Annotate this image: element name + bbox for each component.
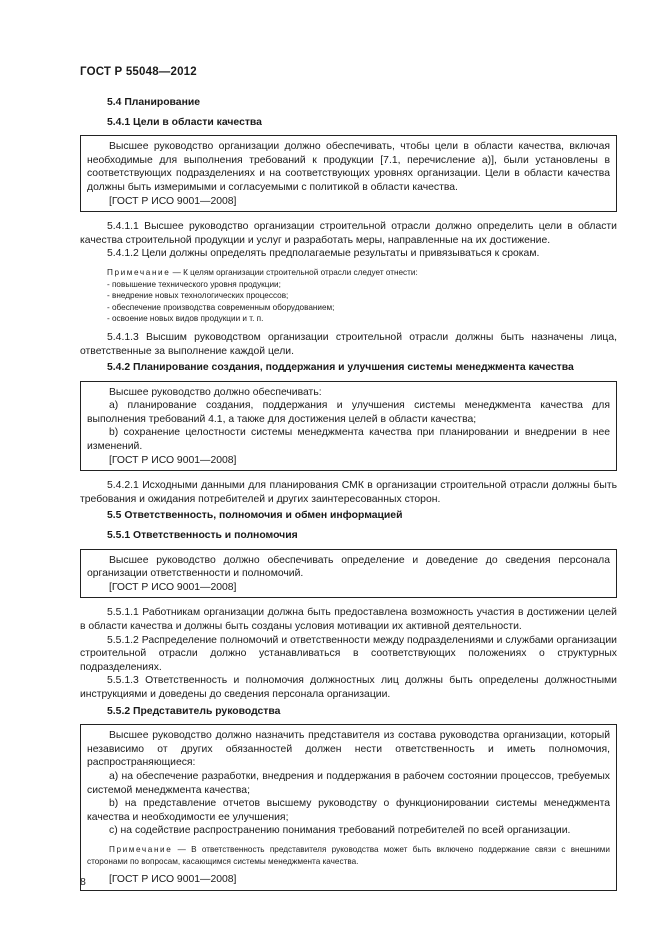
quote-reference: [ГОСТ Р ИСО 9001—2008] [109, 874, 237, 886]
clause-5-5-1-1: 5.5.1.1 Работникам организации должна быть предоставлена возможность участия в достижении целей в области качества и должны быть созданы условия мотивации их активной деятельности. [80, 607, 617, 632]
note-item: - повышение технического уровня продукции; [107, 279, 281, 289]
quote-item-c: с) на содействие распространению понимания требований потребителей по всей организации. [109, 825, 571, 837]
note-objectives [80, 267, 617, 325]
quote-item-a: а) планирование создания, поддержания и улучшения системы менеджмента качества для выполнения требований 4.1, а также для достижения целей в области качества; [87, 400, 610, 425]
clause-5-4-1-1: 5.4.1.1 Высшее руководство организации строительной отрасли должно определить цели в области качества строительной продукции и услуг и разработать меры, направленные на их достижение. [80, 221, 617, 246]
quote-item-a: а) на обеспечение разработки, внедрения и поддержания в рабочем состоянии процессов, требуемых системой менеджмента качества; [87, 770, 610, 796]
section-heading-5-5-2: 5.5.2 Представитель руководства [107, 705, 281, 717]
quote-text: Высшее руководство организации должно обеспечивать, чтобы цели в области качества, включая необходимые для выполнения требований к продукции [7.1, перечисление а)], были установлены в соответствующих подразделениях и на соответствующих уровнях организации. Цели в области качества должны быть измеримыми и согласуемыми с политикой в области качества. [87, 141, 610, 193]
quote-item-b: b) сохранение целостности системы менеджмента качества при планировании и внедрении в нее изменений. [87, 427, 610, 453]
quote-intro: Высшее руководство должно назначить представителя из состава руководства организации, который независимо от других обязанностей должен нести ответственность и иметь полномочия, распространяющиеся: [87, 730, 610, 769]
clause-5-5-1-2: 5.5.1.2 Распределение полномочий и ответственности между подразделениями и службами организации строительной отрасли должно устанавливаться в соответствующих положениях о структурных подразделениях. [80, 634, 617, 673]
note-label: Примечание [109, 844, 173, 854]
note-text: — К целям организации строительной отрасли следует отнести: [170, 267, 418, 277]
section-heading-5-4-1: 5.4.1 Цели в области качества [107, 116, 262, 128]
quote-note [87, 844, 610, 867]
quote-box-iso-551 [80, 549, 617, 599]
quote-box-iso-542 [80, 381, 617, 472]
note-item: - освоение новых видов продукции и т. п. [107, 314, 264, 324]
quote-box-iso-541 [80, 135, 617, 212]
page-content [80, 96, 617, 899]
quote-reference: [ГОСТ Р ИСО 9001—2008] [109, 454, 237, 466]
note-label: Примечание [107, 267, 171, 277]
quote-reference: [ГОСТ Р ИСО 9001—2008] [109, 195, 237, 207]
section-heading-5-4: 5.4 Планирование [107, 97, 201, 108]
note-text: — В ответственность представителя руководства может быть включено поддержание связи с внешними сторонами по вопросам, касающимся системы менеджмента качества. [87, 844, 610, 866]
section-heading-5-4-2: 5.4.2 Планирование создания, поддержания и улучшения системы менеджмента качества [107, 362, 574, 374]
clause-5-4-2-1: 5.4.2.1 Исходными данными для планирования СМК в организации строительной отрасли должны быть требования и ожидания потребителей и других заинтересованных сторон. [80, 480, 617, 505]
clause-5-5-1-3: 5.5.1.3 Ответственность и полномочия должностных лиц должны быть определены должностными инструкциями и доведены до сведения персонала организации. [80, 675, 617, 700]
note-intro [80, 267, 617, 279]
quote-item-b: b) на представление отчетов высшему руководству о функционировании системы менеджмента качества и необходимости ее улучшения; [87, 798, 610, 823]
document-code: ГОСТ Р 55048—2012 [80, 66, 197, 78]
quote-intro: Высшее руководство должно обеспечивать: [109, 386, 322, 398]
note-item: - обеспечение производства современным оборудованием; [107, 302, 335, 312]
section-heading-5-5-1: 5.5.1 Ответственность и полномочия [107, 530, 298, 542]
quote-box-iso-552 [80, 724, 617, 891]
clause-5-4-1-2: 5.4.1.2 Цели должны определять предполагаемые результаты и привязываться к срокам. [107, 248, 540, 260]
note-item: - внедрение новых технологических процессов; [107, 291, 289, 301]
page-number: 8 [80, 876, 86, 888]
quote-reference: [ГОСТ Р ИСО 9001—2008] [109, 581, 237, 593]
clause-5-4-1-3: 5.4.1.3 Высшим руководством организации строительной отрасли должны быть назначены лица, ответственные за выполнение каждой цели. [80, 331, 617, 357]
quote-text: Высшее руководство должно обеспечивать определение и доведение до сведения персонала организации ответственности и полномочий. [87, 554, 610, 580]
section-heading-5-5: 5.5 Ответственность, полномочия и обмен информацией [107, 510, 403, 522]
